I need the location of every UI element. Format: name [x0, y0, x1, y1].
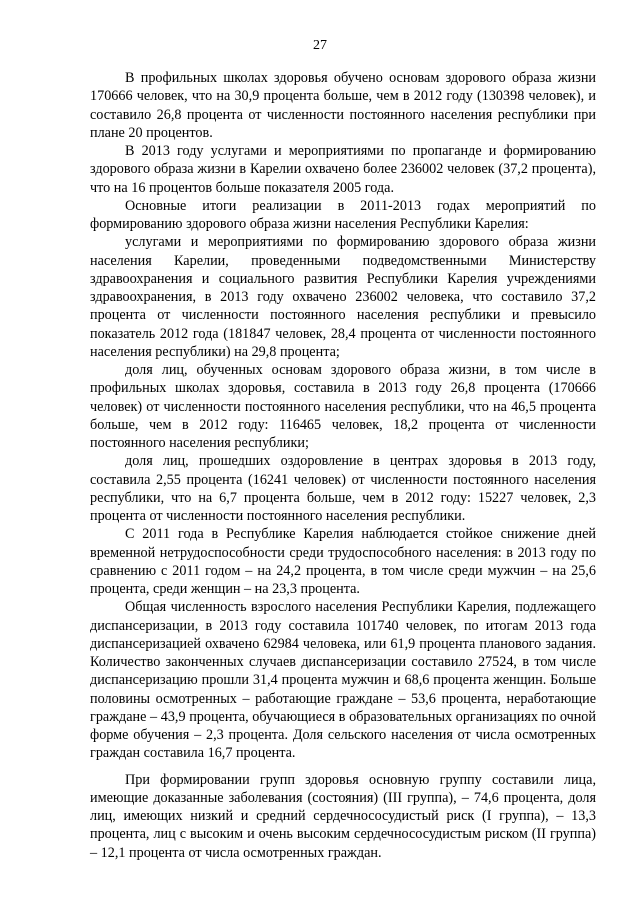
paragraph-results-health-centers: доля лиц, прошедших оздоровление в центрах здоровья в 2013 году, составила 2,55 процента (16241 человек) от численности постоянного населения республики, что на 6,7 процента больше, чем в 2012 году: 15227 человек, 2,3 процента от численности постоянного населения республики.	[90, 453, 596, 524]
paragraph-main-results-intro: Основные итоги реализации в 2011-2013 годах мероприятий по формированию здорового образа жизни населения Республики Карелия:	[90, 197, 596, 232]
paragraph-health-schools: В профильных школах здоровья обучено основам здорового образа жизни 170666 человек, что на 30,9 процента больше, чем в 2012 году (130398 человек), и составило 26,8 процента от численности постоянного населения республики при плане 20 процентов.	[90, 70, 596, 141]
paragraph-results-services: услугами и мероприятиями по формированию здорового образа жизни населения Карелии, проведенными подведомственными Министерству здравоохранения и социального развития Республики Карелия учреждениями здравоохранения, в 2013 году охвачено 236002 человека, что составило 37,2 процента от численности постоянного населения республики и превысило показатель 2012 года (181847 человек, 28,4 процента от численности постоянного населения республики) на 29,8 процента;	[90, 234, 596, 360]
paragraph-health-groups: При формировании групп здоровья основную группу составили лица, имеющие доказанные заболевания (состояния) (III группа), – 74,6 процента, доля лиц, имеющих низкий и средний сердечнососудистый риск (I группа), – 13,3 процента, лиц с высоким и очень высоким сердечнососудистым риском (II группа) – 12,1 процента от числа осмотренных граждан.	[90, 771, 596, 861]
paragraph-dispensarization: Общая численность взрослого населения Республики Карелия, подлежащего диспансеризации, в 2013 году составила 101740 человек, по итогам 2013 года диспансеризацией охвачено 62984 человека, или 61,9 процента планового задания. Количество законченных случаев диспансеризации составило 27524, в том числе диспансеризацию прошли 31,4 процента мужчин и 68,6 процента женщин. Больше половины осмотренных – работающие граждане – 53,6 процента, неработающие граждане – 43,9 процента, обучающиеся в образовательных организациях по очной форме обучения – 2,3 процента. Доля сельского населения от числа осмотренных граждан составила 16,7 процента.	[90, 599, 596, 762]
paragraph-services-coverage: В 2013 году услугами и мероприятиями по пропаганде и формированию здорового образа жизни в Карелии охвачено более 236002 человек (37,2 процента), что на 16 процентов больше показателя 2005 года.	[90, 143, 596, 196]
paragraph-disability-decline: С 2011 года в Республике Карелия наблюдается стойкое снижение дней временной нетрудоспособности среди трудоспособного населения: в 2013 году по сравнению с 2011 годом – на 24,2 процента, в том числе среди мужчин – на 25,6 процента, среди женщин – на 23,3 процента.	[90, 526, 596, 597]
document-body	[90, 69, 596, 862]
paragraph-results-trained: доля лиц, обученных основам здорового образа жизни, в том числе в профильных школах здоровья, составила в 2013 году 26,8 процента (170666 человек) от численности постоянного населения республики, что на 46,5 процента больше, чем в 2012 году: 116465 человек, 18,2 процента от численности постоянного населения республики;	[90, 362, 596, 451]
page-number: 27	[313, 38, 327, 53]
